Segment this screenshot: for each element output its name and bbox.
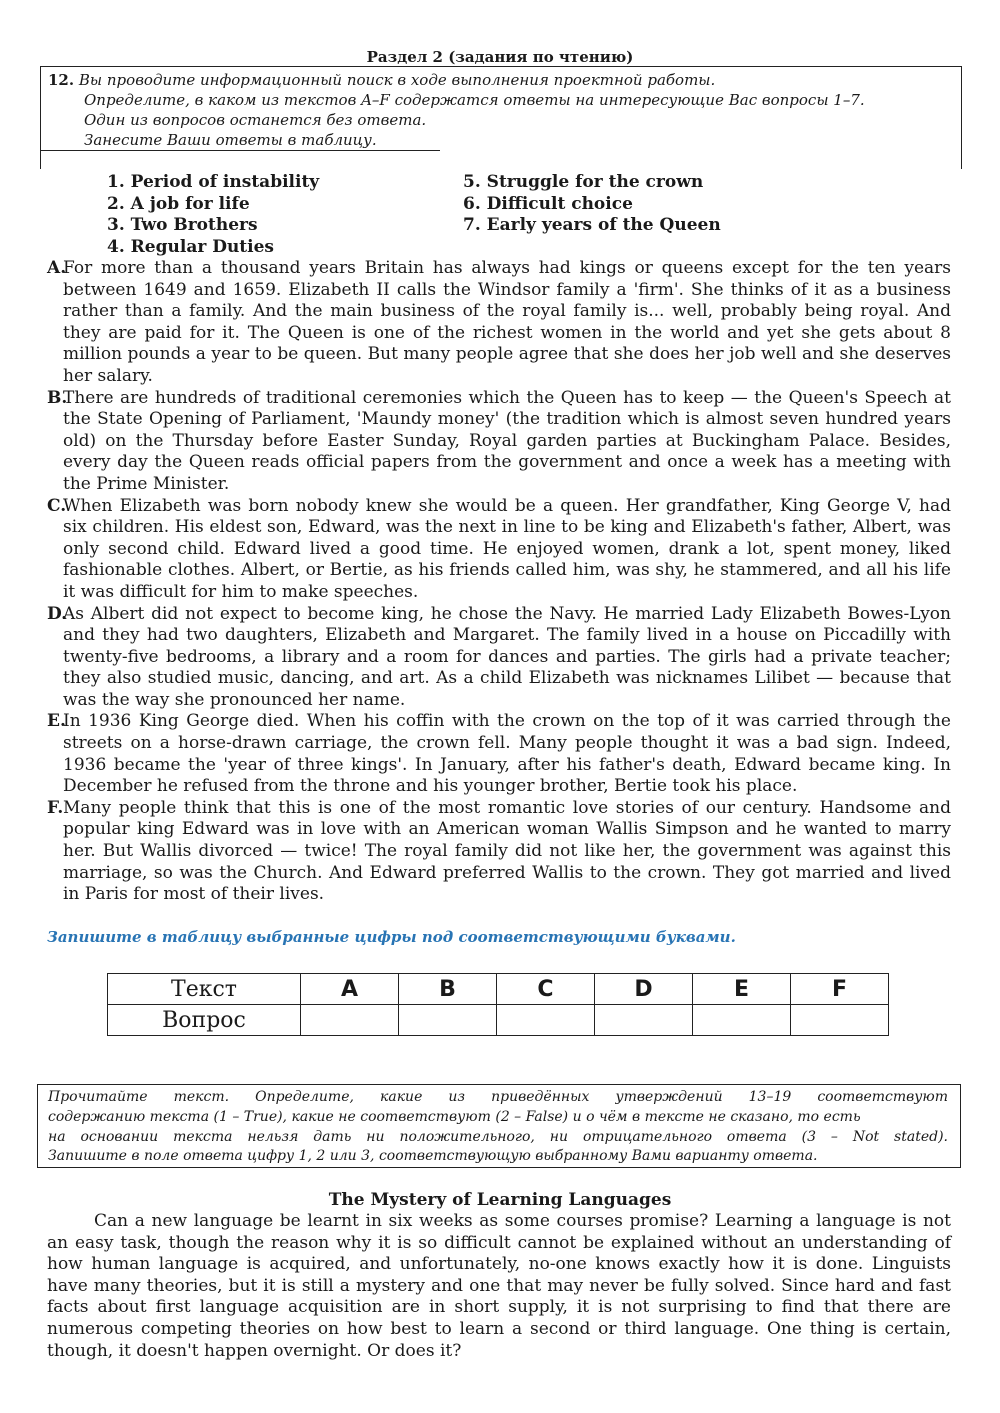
text-d	[47, 604, 951, 712]
text-letter: E.	[47, 711, 66, 732]
task-12-line-3: Один из вопросов останется без ответа.	[84, 111, 427, 129]
section-title: Раздел 2 (задания по чтению)	[366, 48, 634, 66]
text-e	[47, 711, 951, 797]
heading-3: 3. Two Brothers	[107, 215, 258, 235]
tf-line-2: содержанию текста (1 – True), какие не соответствуют (2 – False) и о чём в тексте не сказано, то есть	[48, 1109, 861, 1125]
task-box-underline	[40, 150, 440, 151]
column-a: A	[301, 974, 399, 1005]
column-d: D	[595, 974, 693, 1005]
column-f: F	[791, 974, 889, 1005]
task-12-box	[40, 66, 962, 169]
reading-texts	[47, 258, 951, 906]
text-letter: D.	[47, 603, 68, 624]
answer-cell-b[interactable]	[399, 1005, 497, 1036]
article-title: The Mystery of Learning Languages	[328, 1190, 672, 1210]
task-12-line-1	[48, 70, 715, 90]
answer-cell-f[interactable]	[791, 1005, 889, 1036]
heading-6: 6. Difficult choice	[463, 193, 633, 214]
answer-cell-d[interactable]	[595, 1005, 693, 1036]
text-body: There are hundreds of traditional ceremonies which the Queen has to keep — the Queen's Speech at the State Opening of Parliament, 'Maundy money' (the tradition which is almost seven hundred years old) on the Thursday before Easter Sunday, Royal garden parties at Buckingham Palace. Besides, every day the Queen reads official papers from the government and once a week has a meeting with the Prime Minister.	[63, 387, 951, 494]
text-a	[47, 258, 951, 388]
task-number: 12.	[48, 71, 75, 89]
row-label-text: Текст	[108, 974, 301, 1005]
task-12-text-1: Вы проводите информационный поиск в ходе выполнения проектной работы.	[78, 71, 716, 89]
text-letter: F.	[47, 797, 64, 818]
text-letter: C.	[47, 495, 67, 516]
row-label-question: Вопрос	[108, 1005, 301, 1036]
heading-7: 7. Early years of the Queen	[463, 215, 721, 235]
text-letter: B.	[47, 387, 68, 408]
answer-cell-a[interactable]	[301, 1005, 399, 1036]
heading-5: 5. Struggle for the crown	[463, 172, 704, 192]
text-body: Many people think that this is one of the most romantic love stories of our century. Handsome and popular king Edward was in love with an American woman Wallis Simpson and he wanted to marry her. But Wallis divorced — twice! The royal family did not like her, the government was against this marriage, so was the Church. And Edward preferred Wallis to the crown. They got married and lived in Paris for most of their lives.	[63, 797, 951, 905]
answer-table-input-row	[108, 1005, 889, 1036]
column-c: C	[497, 974, 595, 1005]
column-e: E	[693, 974, 791, 1005]
answer-table	[107, 973, 889, 1036]
heading-1: 1. Period of instability	[107, 172, 320, 192]
text-body: For more than a thousand years Britain has always had kings or queens except for the ten years between 1649 and 1659. Elizabeth II calls the Windsor family a 'firm'. She thinks of it as a business rather than a family. And the main business of the royal family is... well, probably being royal. And they are paid for it. The Queen is one of the richest women in the world and yet she gets about 8 million pounds a year to be queen. But many people agree that she does her job well and she deserves her salary.	[63, 258, 951, 386]
text-body: In 1936 King George died. When his coffin with the crown on the top of it was carried through the streets on a horse-drawn carriage, the crown fell. Many people thought it was a bad sign. Indeed, 1936 became the 'year of three kings'. In January, after his father's death, Edward became king. In December he refused from the throne and his younger brother, Bertie took his place.	[63, 711, 951, 797]
heading-4: 4. Regular Duties	[107, 236, 275, 257]
text-body: As Albert did not expect to become king, he chose the Navy. He married Lady Elizabeth Bowes-Lyon and they had two daughters, Elizabeth and Margaret. The family lived in a house on Piccadilly with twenty-five bedrooms, a library and a room for dances and parties. The girls had a private teacher; they also studied music, dancing, and art. As a child Elizabeth was nicknames Lilibet — because that was the way she pronounced her name.	[63, 603, 951, 710]
true-false-instructions	[37, 1084, 961, 1168]
text-letter: A.	[47, 258, 67, 278]
task-12-line-4: Занесите Ваши ответы в таблицу.	[84, 131, 377, 149]
answer-cell-e[interactable]	[693, 1005, 791, 1036]
text-c	[47, 496, 951, 604]
text-b	[47, 388, 951, 496]
tf-line-3: на основании текста нельзя дать ни положительного, ни отрицательного ответа (3 – Not stated).	[48, 1129, 948, 1145]
column-b: B	[399, 974, 497, 1005]
answer-cell-c[interactable]	[497, 1005, 595, 1036]
tf-line-4: Запишите в поле ответа цифру 1, 2 или 3, соответствующую выбранному Вами варианту ответа.	[48, 1148, 818, 1164]
heading-2: 2. A job for life	[107, 193, 250, 214]
text-f	[47, 798, 951, 906]
answer-table-header-row	[108, 974, 889, 1005]
table-instruction: Запишите в таблицу выбранные цифры под соответствующими буквами.	[47, 928, 736, 946]
tf-line-1: Прочитайте текст. Определите, какие из приведённых утверждений 13–19 соответствуют	[48, 1089, 948, 1105]
task-12-line-2: Определите, в каком из текстов A–F содержатся ответы на интересующие Вас вопросы 1–7.	[84, 91, 865, 109]
text-body: When Elizabeth was born nobody knew she would be a queen. Her grandfather, King George V, had six children. His eldest son, Edward, was the next in line to be king and Elizabeth's father, Albert, was only second child. Edward lived a good time. He enjoyed women, drank a lot, spent money, liked fashionable clothes. Albert, or Bertie, as his friends called him, was shy, he stammered, and all his life it was difficult for him to make speeches.	[63, 495, 951, 602]
article-body: Can a new language be learnt in six weeks as some courses promise? Learning a language is not an easy task, though the reason why it is so difficult cannot be explained without an understanding of how human language is acquired, and unfortunately, no-one knows exactly how it is done. Linguists have many theories, but it is still a mystery and one that may never be fully solved. Since hard and fast facts about first language acquisition are in short supply, it is not surprising to find that there are numerous competing theories on how best to learn a second or third language. One thing is certain, though, it doesn't happen overnight. Or does it?	[47, 1211, 951, 1361]
